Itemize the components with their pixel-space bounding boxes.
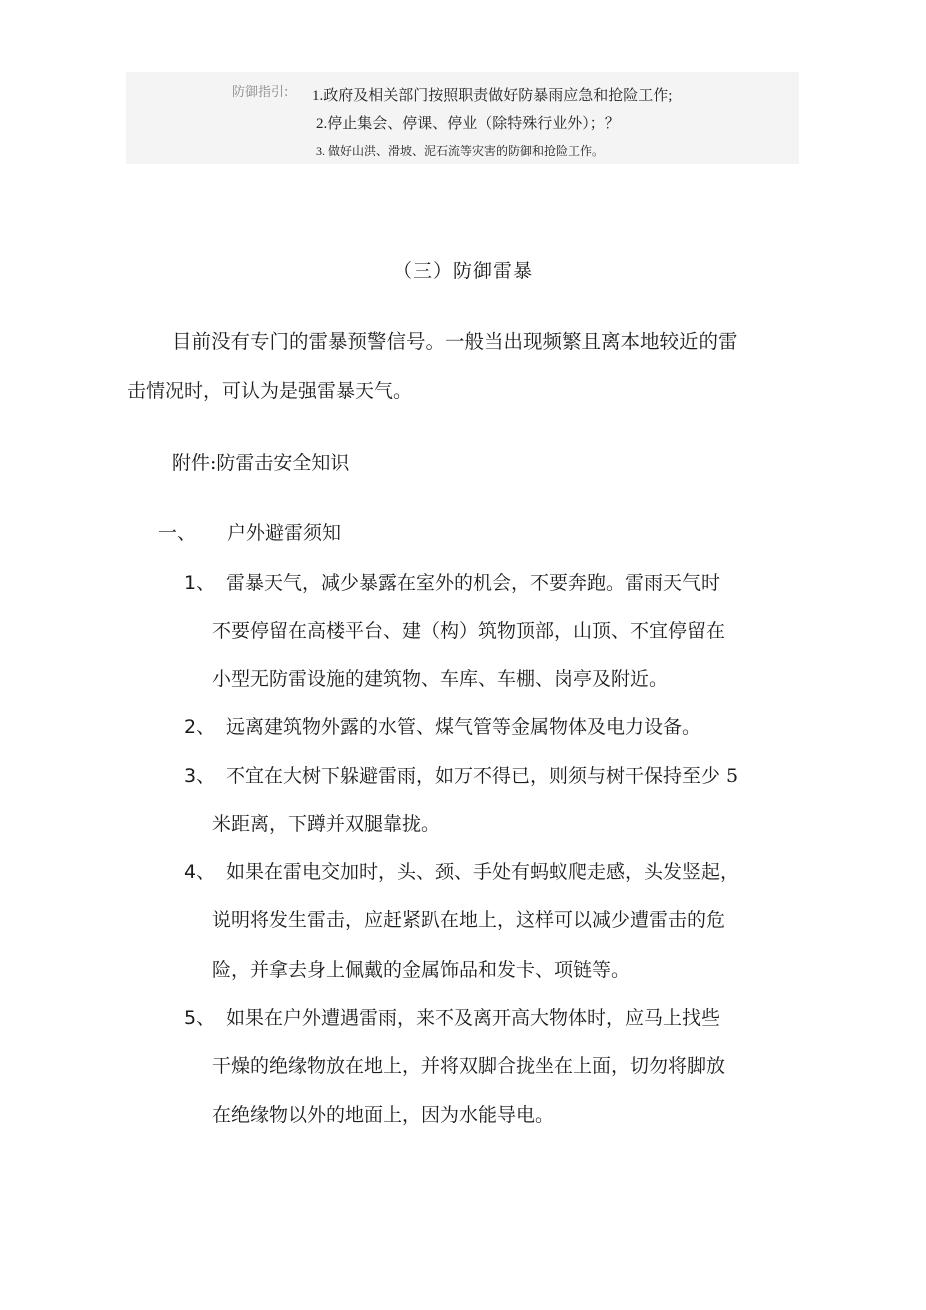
intro-line: 目前没有专门的雷暴预警信号。一般当出现频繁且离本地较近的雷 (172, 330, 738, 353)
tip-line: 不宜在大树下躲避雷雨，如万不得已，则须与树干保持至少 5 (226, 765, 739, 787)
tip-number: 4、 (184, 861, 216, 883)
tip-line: 险，并拿去身上佩戴的金属饰品和发卡、项链等。 (212, 959, 631, 981)
tip-line: 小型无防雷设施的建筑物、车库、车棚、岗亭及附近。 (212, 668, 669, 690)
tip-number: 2、 (184, 716, 216, 738)
guidance-label: 防御指引: (232, 85, 289, 100)
tip-line: 米距离，下蹲并双腿靠拢。 (212, 813, 441, 835)
tip-line: 如果在雷电交加时，头、颈、手处有蚂蚁爬走感，头发竖起， (226, 861, 740, 883)
guidance-item: 3. 做好山洪、滑坡、泥石流等灾害的防御和抢险工作。 (316, 144, 605, 158)
attachment-label: 附件:防雷击安全知识 (172, 452, 350, 474)
section-title: （三）防御雷暴 (392, 260, 533, 282)
tip-number: 1、 (184, 572, 216, 594)
tip-line: 远离建筑物外露的水管、煤气管等金属物体及电力设备。 (226, 716, 702, 738)
tip-line: 干燥的绝缘物放在地上，并将双脚合拢坐在上面，切勿将脚放 (212, 1055, 726, 1077)
guidance-item: 1.政府及相关部门按照职责做好防暴雨应急和抢险工作; (312, 88, 673, 104)
tip-line: 说明将发生雷击，应赶紧趴在地上，这样可以减少遭雷击的危 (212, 909, 726, 931)
tip-line: 不要停留在高楼平台、建（构）筑物顶部，山顶、不宜停留在 (212, 620, 726, 642)
intro-line: 击情况时，可认为是强雷暴天气。 (127, 380, 413, 402)
part-heading: 户外避雷须知 (227, 522, 342, 544)
guidance-item: 2.停止集会、停课、停业（除特殊行业外）；？ (316, 116, 620, 132)
tip-number: 5、 (184, 1007, 216, 1029)
tip-line: 如果在户外遭遇雷雨，来不及离开高大物体时，应马上找些 (226, 1007, 721, 1029)
tip-line: 雷暴天气，减少暴露在室外的机会，不要奔跑。雷雨天气时 (226, 572, 721, 594)
defense-guidance-box (126, 72, 799, 164)
part-number: 一、 (158, 522, 197, 544)
tip-number: 3、 (184, 765, 216, 787)
tip-line: 在绝缘物以外的地面上，因为水能导电。 (212, 1104, 555, 1126)
